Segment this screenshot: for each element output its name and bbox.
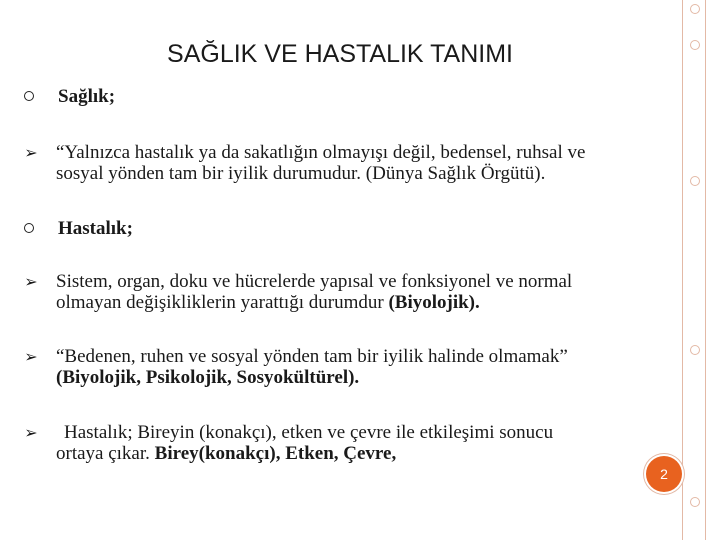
list-item — [20, 422, 670, 464]
rule-dot — [690, 497, 700, 507]
arrow-bullet-icon: ➢ — [24, 145, 38, 162]
circle-bullet-icon — [24, 223, 34, 233]
item-line-bold: Birey(konakçı), Etken, Çevre, — [154, 443, 397, 464]
item-line-bold: (Biyolojik). — [388, 292, 480, 313]
arrow-bullet-icon: ➢ — [24, 349, 38, 366]
rule-dot — [690, 345, 700, 355]
page-number-badge: 2 — [646, 456, 682, 492]
list-item — [20, 218, 670, 239]
arrow-bullet-icon: ➢ — [24, 425, 38, 442]
item-line-plain: olmayan değişikliklerin yarattığı durumdur — [56, 292, 389, 313]
slide-title: SAĞLIK VE HASTALIK TANIMI — [167, 40, 513, 68]
item-line: Sistem, organ, doku ve hücrelerde yapısal ve fonksiyonel ve normal — [56, 271, 573, 292]
rule-dot — [690, 176, 700, 186]
item-line-plain: ortaya çıkar. — [56, 443, 155, 464]
list-item — [20, 142, 670, 184]
item-text: Hastalık; — [58, 218, 133, 239]
rule-dot — [690, 4, 700, 14]
item-line: “Yalnızca hastalık ya da sakatlığın olmayışı değil, bedensel, ruhsal ve — [56, 142, 586, 163]
list-item — [20, 86, 670, 107]
item-line-bold: (Biyolojik, Psikolojik, Sosyokültürel). — [56, 367, 360, 388]
right-decorative-rule — [682, 0, 706, 540]
list-item — [20, 271, 670, 313]
item-line: Hastalık; Bireyin (konakçı), etken ve çevre ile etkileşimi sonucu — [64, 422, 554, 443]
rule-dot — [690, 40, 700, 50]
item-line: “Bedenen, ruhen ve sosyal yönden tam bir iyilik halinde olmamak” — [56, 346, 568, 367]
item-text: Sağlık; — [58, 86, 116, 107]
item-line: sosyal yönden tam bir iyilik durumudur. (Dünya Sağlık Örgütü). — [56, 163, 546, 184]
arrow-bullet-icon: ➢ — [24, 274, 38, 291]
list-item — [20, 346, 670, 388]
circle-bullet-icon — [24, 91, 34, 101]
